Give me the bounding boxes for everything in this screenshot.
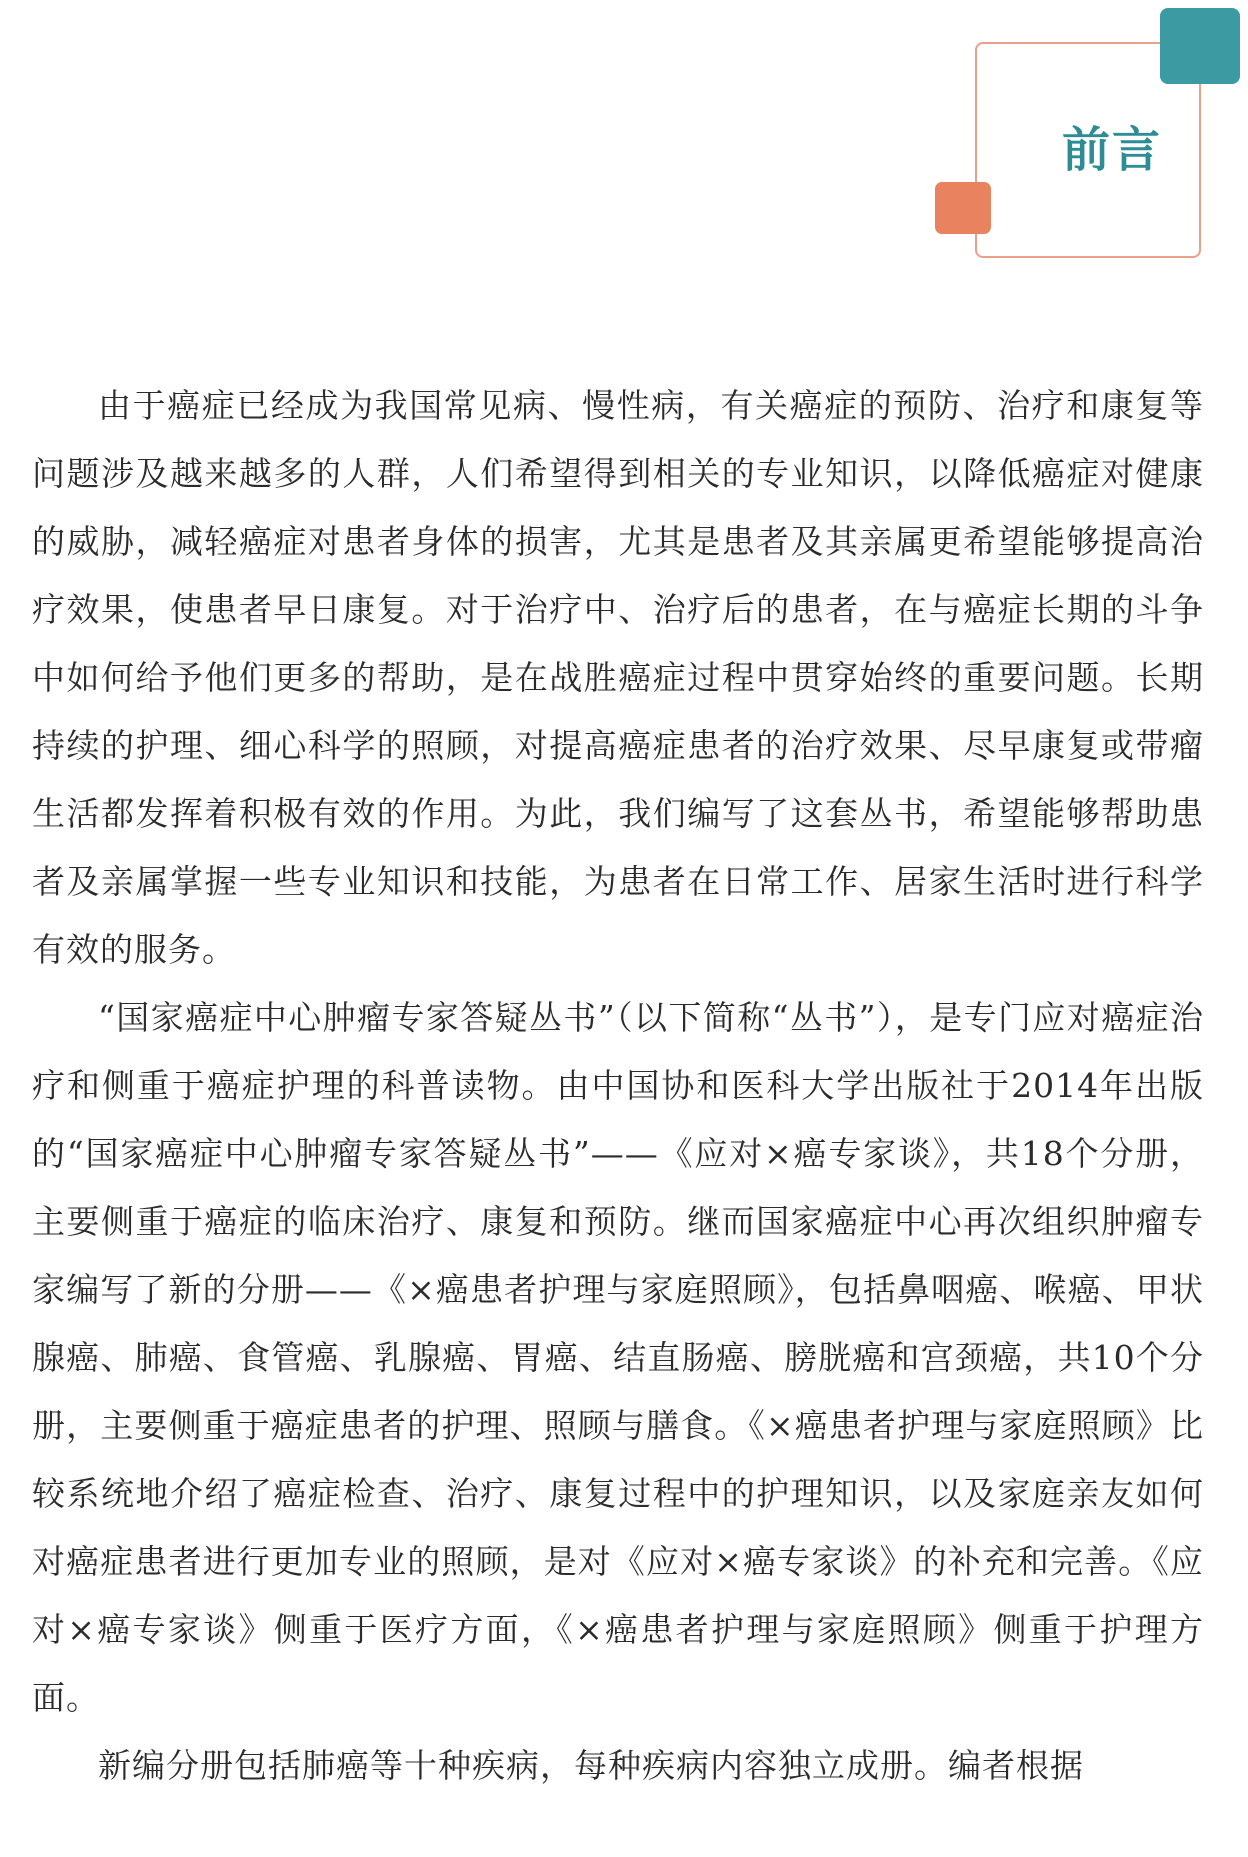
orange-square-decoration bbox=[935, 182, 991, 234]
header-decoration bbox=[930, 8, 1230, 268]
paragraph-1: 由于癌症已经成为我国常见病、慢性病，有关癌症的预防、治疗和康复等问题涉及越来越多的人群，人们希望得到相关的专业知识，以降低癌症对健康的威胁，减轻癌症对患者身体的损害，尤其是患者及其亲属更希望能够提高治疗效果，使患者早日康复。对于治疗中、治疗后的患者，在与癌症长期的斗争中如何给予他们更多的帮助，是在战胜癌症过程中贯穿始终的重要问题。长期持续的护理、细心科学的照顾，对提高癌症患者的治疗效果、尽早康复或带瘤生活都发挥着积极有效的作用。为此，我们编写了这套丛书，希望能够帮助患者及亲属掌握一些专业知识和技能，为患者在日常工作、居家生活时进行科学有效的服务。 bbox=[32, 386, 1204, 969]
paragraph-3: 新编分册包括肺癌等十种疾病，每种疾病内容独立成册。编者根据 bbox=[98, 1746, 1084, 1785]
teal-square-decoration bbox=[1160, 8, 1240, 84]
body-text bbox=[32, 372, 1204, 1800]
paragraph-2: “国家癌症中心肿瘤专家答疑丛书”（以下简称“丛书”），是专门应对癌症治疗和侧重于癌症护理的科普读物。由中国协和医科大学出版社于2014年出版的“国家癌症中心肿瘤专家答疑丛书”——《应对×癌专家谈》，共18个分册，主要侧重于癌症的临床治疗、康复和预防。继而国家癌症中心再次组织肿瘤专家编写了新的分册——《×癌患者护理与家庭照顾》，包括鼻咽癌、喉癌、甲状腺癌、肺癌、食管癌、乳腺癌、胃癌、结直肠癌、膀胱癌和宫颈癌，共10个分册，主要侧重于癌症患者的护理、照顾与膳食。《×癌患者护理与家庭照顾》比较系统地介绍了癌症检查、治疗、康复过程中的护理知识，以及家庭亲友如何对癌症患者进行更加专业的照顾，是对《应对×癌专家谈》的补充和完善。《应对×癌专家谈》侧重于医疗方面，《×癌患者护理与家庭照顾》侧重于护理方面。 bbox=[32, 998, 1204, 1717]
page-title: 前言 bbox=[1062, 122, 1163, 178]
